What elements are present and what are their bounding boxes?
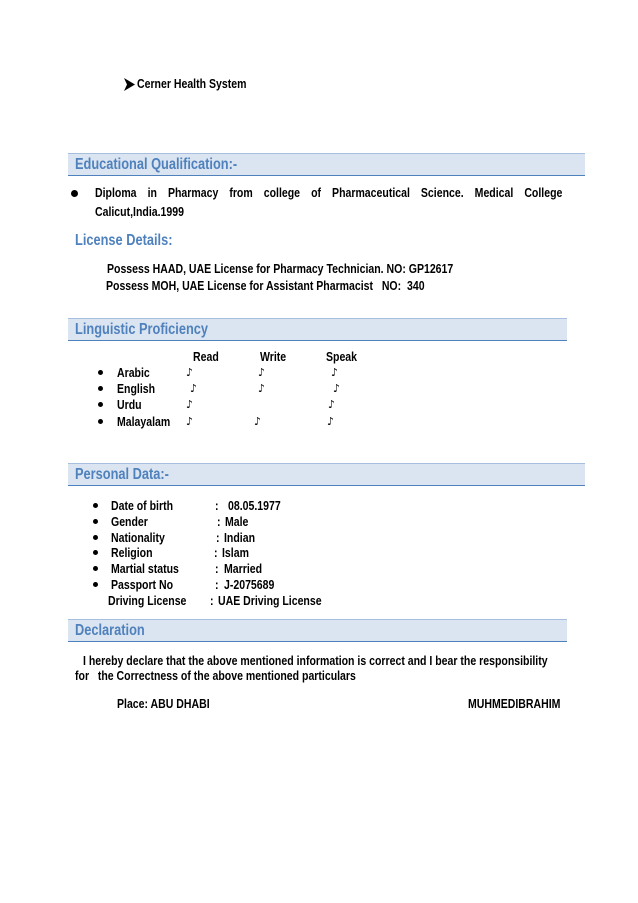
language-name: Malayalam [117, 414, 171, 429]
field-separator: : [216, 530, 220, 545]
field-value: Islam [222, 545, 249, 560]
section-title-personal: Personal Data:- [75, 466, 169, 483]
column-header-read: Read [193, 349, 219, 364]
declaration-text-line: I hereby declare that the above mentioned information is correct and I bear the responsibility [83, 653, 548, 668]
field-label: Passport No [111, 577, 174, 592]
field-label: Gender [111, 514, 148, 529]
bullet [71, 190, 78, 197]
bullet [98, 370, 103, 375]
declaration-text-line: for the Correctness of the above mentioned particulars [75, 668, 356, 683]
field-separator: : [215, 561, 219, 576]
field-label: Martial status [111, 561, 179, 576]
education-item-line-2: Calicut,India.1999 [95, 204, 184, 219]
field-value: Indian [224, 530, 256, 545]
field-label: Date of birth [111, 498, 174, 513]
section-title-education: Educational Qualification:- [75, 156, 238, 173]
proficiency-mark-read: ♪ [186, 398, 194, 411]
section-header-personal [68, 463, 585, 486]
field-separator: : [214, 545, 218, 560]
experience-item: Cerner Health System [137, 76, 247, 91]
bullet [93, 550, 98, 555]
bullet [93, 566, 98, 571]
license-line: Possess HAAD, UAE License for Pharmacy Technician. NO: GP12617 [107, 261, 454, 276]
proficiency-mark-read: ♪ [190, 382, 198, 395]
proficiency-mark-read: ♪ [186, 366, 194, 379]
bullet [93, 503, 98, 508]
section-title-linguistic: Linguistic Proficiency [75, 321, 209, 338]
proficiency-mark-write: ♪ [258, 382, 266, 395]
field-label: Religion [111, 545, 153, 560]
arrow-bullet-icon [124, 78, 135, 91]
field-separator: : [215, 498, 219, 513]
proficiency-mark-speak: ♪ [328, 398, 336, 411]
field-value: UAE Driving License [218, 593, 322, 608]
proficiency-mark-write: ♪ [254, 415, 262, 428]
education-item-line-1: Diploma in Pharmacy from college of Pharmaceutical Science. Medical College [95, 185, 563, 200]
column-header-speak: Speak [326, 349, 358, 364]
column-header-write: Write [260, 349, 287, 364]
bullet [93, 582, 98, 587]
proficiency-mark-read: ♪ [186, 415, 194, 428]
field-separator: : [210, 593, 214, 608]
bullet [98, 402, 103, 407]
section-title-declaration: Declaration [75, 622, 145, 639]
section-header-education [68, 153, 585, 176]
signatory-name: MUHMEDIBRAHIM [468, 696, 561, 711]
bullet [98, 386, 103, 391]
proficiency-mark-write: ♪ [258, 366, 266, 379]
section-header-declaration [68, 619, 567, 642]
field-separator: : [215, 577, 219, 592]
field-label: Driving License [108, 593, 187, 608]
declaration-place: Place: ABU DHABI [117, 696, 210, 711]
proficiency-mark-speak: ♪ [331, 366, 339, 379]
language-name: Urdu [117, 397, 142, 412]
language-name: Arabic [117, 365, 150, 380]
bullet [93, 535, 98, 540]
field-separator: : [217, 514, 221, 529]
bullet [98, 419, 103, 424]
license-heading: License Details: [75, 232, 173, 249]
field-value: 08.05.1977 [228, 498, 281, 513]
section-header-linguistic [68, 318, 567, 341]
proficiency-mark-speak: ♪ [333, 382, 341, 395]
license-line: Possess MOH, UAE License for Assistant Pharmacist NO: 340 [106, 278, 425, 293]
language-name: English [117, 381, 156, 396]
bullet [93, 519, 98, 524]
proficiency-mark-speak: ♪ [327, 415, 335, 428]
field-value: Male [225, 514, 249, 529]
field-value: Married [224, 561, 263, 576]
field-value: J-2075689 [224, 577, 275, 592]
field-label: Nationality [111, 530, 165, 545]
